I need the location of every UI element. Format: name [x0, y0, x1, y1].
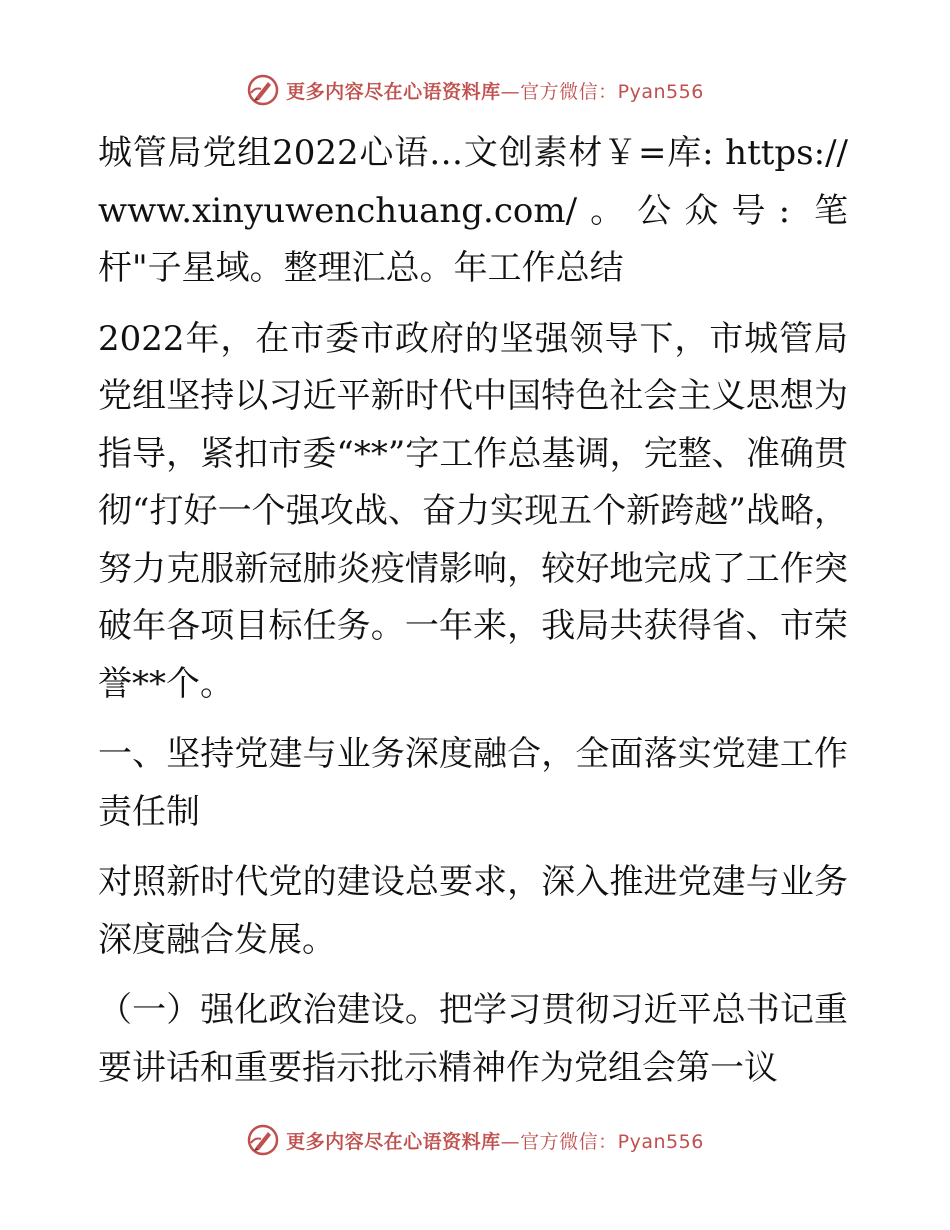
watermark-main-text: 更多内容尽在心语资料库: [286, 80, 501, 103]
watermark-main-text: 更多内容尽在心语资料库: [286, 1130, 501, 1153]
watermark-footer: [0, 1120, 950, 1160]
watermark-separator: —: [500, 1130, 521, 1153]
intro-paragraph: 2022年，在市委市政府的坚强领导下，市城管局党组坚持以习近平新时代中国特色社会主义思想为指导，紧扣市委“**”字工作总基调，完整、准确贯彻“打好一个强攻战、奋力实现五个新跨越”战略，努力克服新冠肺炎疫情影响，较好地完成了工作突破年各项目标任务。一年来，我局共获得省、市荣誉**个。: [98, 318, 848, 704]
section-paragraph: 对照新时代党的建设总要求，深入推进党建与业务深度融合发展。: [98, 862, 848, 960]
pen-logo-icon: [246, 1123, 280, 1157]
watermark-separator: —: [500, 80, 521, 103]
pen-logo-icon: [246, 73, 280, 107]
watermark-header: [0, 70, 950, 110]
watermark-suffix-text: 官方微信：Pyan556: [520, 1130, 704, 1153]
watermark-suffix-text: 官方微信：Pyan556: [520, 80, 704, 103]
section-heading: 一、坚持党建与业务深度融合，全面落实党建工作责任制: [98, 734, 848, 832]
document-body: [98, 125, 848, 1097]
subsection-paragraph: （一）强化政治建设。把学习贯彻习近平总书记重要讲话和重要指示批示精神作为党组会第一议: [98, 990, 848, 1088]
doc-title-paragraph: 城管局党组2022心语…文创素材￥=库: https://www.xinyuwenchuang.com/。公众号: 笔杆"子星域。整理汇总。年工作总结: [98, 133, 848, 288]
